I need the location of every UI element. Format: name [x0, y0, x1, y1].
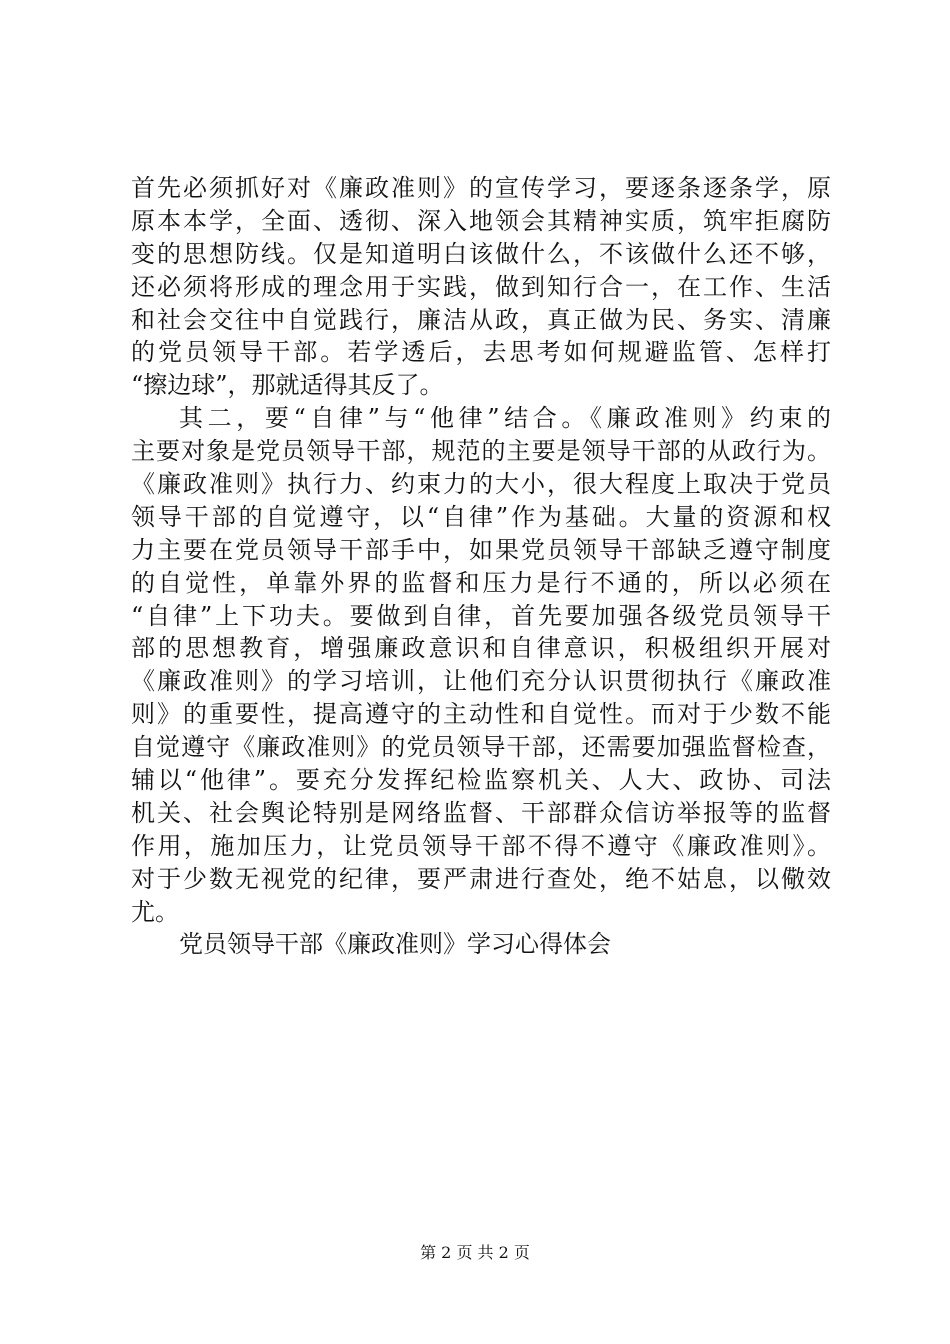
text-line: 机关、社会舆论特别是网络监督、干部群众信访举报等的监督 [131, 798, 831, 827]
text-line: “擦边球”，那就适得其反了。 [131, 371, 444, 400]
text-line: 则》的重要性，提高遵守的主动性和自觉性。而对于少数不能 [131, 700, 831, 729]
text-line: “自律”上下功夫。要做到自律，首先要加强各级党员领导干 [131, 601, 831, 630]
text-line: 首先必须抓好对《廉政准则》的宣传学习，要逐条逐条学，原 [131, 174, 831, 202]
text-line: 主要对象是党员领导干部，规范的主要是领导干部的从政行为。 [131, 437, 831, 466]
text-line: 对于少数无视党的纪律，要严肃进行查处，绝不姑息，以儆效 [131, 864, 831, 893]
page-footer: 第 2 页 共 2 页 [420, 1243, 530, 1262]
text-line: 的自觉性，单靠外界的监督和压力是行不通的，所以必须在 [131, 568, 831, 597]
text-line: 尤。 [131, 897, 179, 926]
text-line: 自觉遵守《廉政准则》的党员领导干部，还需要加强监督检查， [131, 733, 831, 762]
text-line: 领导干部的自觉遵守，以“自律”作为基础。大量的资源和权 [131, 502, 831, 531]
text-line: 变的思想防线。仅是知道明白该做什么，不该做什么还不够， [131, 239, 831, 268]
text-line: 部的思想教育，增强廉政意识和自律意识，积极组织开展对 [131, 634, 831, 663]
text-line: 其二，要“自律”与“他律”结合。《廉政准则》约束的 [179, 404, 831, 433]
document-body [131, 172, 831, 961]
text-line: 和社会交往中自觉践行，廉洁从政，真正做为民、务实、清廉 [131, 305, 831, 334]
text-line: 辅以“他律”。要充分发挥纪检监察机关、人大、政协、司法 [131, 766, 831, 795]
text-line: 作用，施加压力，让党员领导干部不得不遵守《廉政准则》。 [131, 831, 831, 860]
text-line: 《廉政准则》的学习培训，让他们充分认识贯彻执行《廉政准 [131, 667, 831, 696]
text-line: 还必须将形成的理念用于实践，做到知行合一，在工作、生活 [131, 272, 831, 301]
text-line: 党员领导干部《廉政准则》学习心得体会 [179, 930, 611, 959]
text-line: 的党员领导干部。若学透后，去思考如何规避监管、怎样打 [131, 338, 831, 367]
text-line: 《廉政准则》执行力、约束力的大小，很大程度上取决于党员 [131, 470, 831, 499]
text-line: 原本本学，全面、透彻、深入地领会其精神实质，筑牢拒腐防 [131, 206, 831, 235]
text-line: 力主要在党员领导干部手中，如果党员领导干部缺乏遵守制度 [131, 535, 831, 564]
